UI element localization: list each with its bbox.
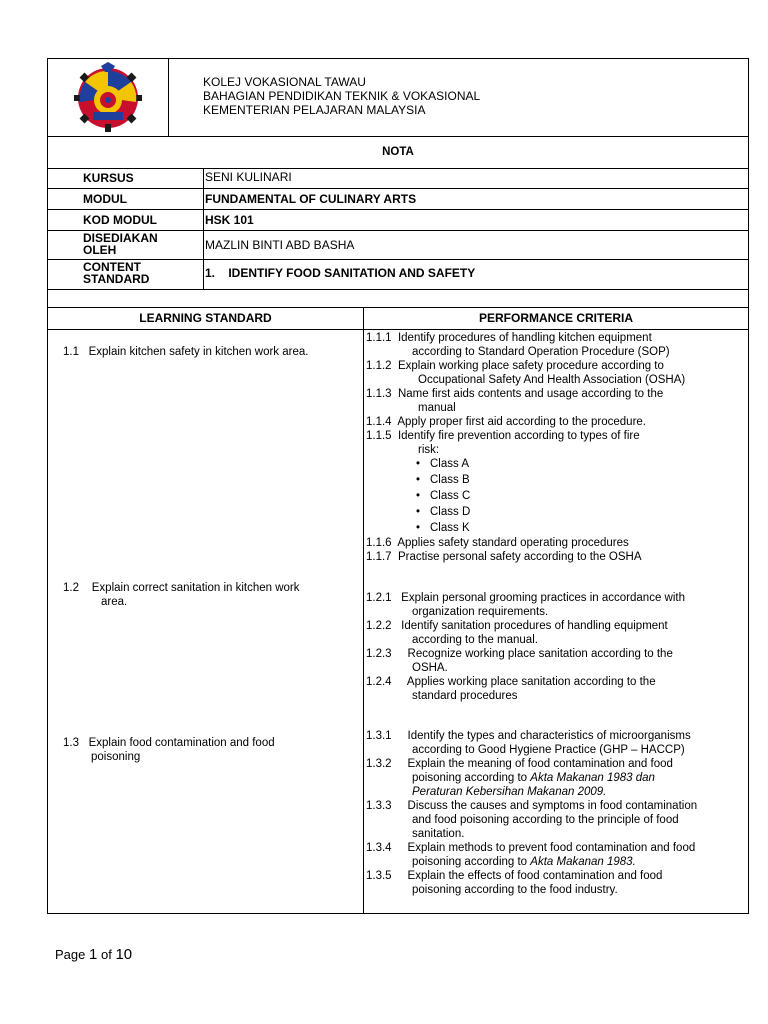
disediakan-label xyxy=(83,232,158,256)
table-column-divider xyxy=(363,307,364,913)
content-standard-label-line: STANDARD xyxy=(83,272,150,286)
info-row-disediakan xyxy=(48,231,748,260)
modul-label: MODUL xyxy=(83,192,127,206)
page-current: 1 xyxy=(89,946,98,963)
criteria-line: poisoning according to Akta Makanan 1983. xyxy=(412,856,636,868)
content-standard-value: 1. IDENTIFY FOOD SANITATION AND SAFETY xyxy=(205,266,476,280)
list-item: • Class A xyxy=(416,458,469,470)
document-header xyxy=(48,59,748,137)
institution-line: BAHAGIAN PENDIDIKAN TEKNIK & VOKASIONAL xyxy=(203,89,481,103)
criteria-group-1-3 xyxy=(366,729,746,897)
info-row-kod xyxy=(48,210,748,231)
criteria-line: 1.3.2 Explain the meaning of food contamination and food xyxy=(366,758,673,770)
criteria-line: 1.3.3 Discuss the causes and symptoms in food contamination xyxy=(366,800,698,812)
college-logo-icon xyxy=(63,62,153,132)
kursus-value: SENI KULINARI xyxy=(205,170,292,184)
document-frame xyxy=(47,58,749,914)
criteria-line: 1.3.5 Explain the effects of food contamination and food xyxy=(366,870,663,882)
disediakan-value: MAZLIN BINTI ABD BASHA xyxy=(205,238,355,252)
info-row-content-standard xyxy=(48,260,748,290)
spacer-row xyxy=(48,289,748,308)
bullet-icon: • xyxy=(416,506,421,518)
disediakan-label-line: DISEDIAKAN xyxy=(83,231,158,245)
info-row-kursus xyxy=(48,168,748,189)
page-footer xyxy=(55,946,132,963)
learning-standard-header: LEARNING STANDARD xyxy=(48,307,363,330)
criteria-line: manual xyxy=(418,402,456,414)
criteria-line: according to Good Hygiene Practice (GHP – HACCP) xyxy=(412,744,685,756)
criteria-line: according to Standard Operation Procedure (SOP) xyxy=(412,346,670,358)
criteria-line: 1.3.4 Explain methods to prevent food contamination and food xyxy=(366,842,696,854)
criteria-line: Peraturan Kebersihan Makanan 2009. xyxy=(412,786,607,798)
bullet-icon: • xyxy=(416,522,421,534)
logo-cell xyxy=(48,59,169,136)
page-total: 10 xyxy=(115,946,133,963)
criteria-group-1-2 xyxy=(366,591,746,703)
info-row-modul xyxy=(48,189,748,210)
criteria-line: risk: xyxy=(418,444,440,456)
kursus-label: KURSUS xyxy=(83,171,134,185)
criteria-line: 1.2.3 Recognize working place sanitation according to the xyxy=(366,648,673,660)
criteria-line: 1.1.6 Applies safety standard operating procedures xyxy=(366,537,629,549)
content-standard-label-line: CONTENT xyxy=(83,260,141,274)
criteria-line: 1.3.1 Identify the types and characteristics of microorganisms xyxy=(366,730,691,742)
kod-modul-label: KOD MODUL xyxy=(83,213,157,227)
criteria-line: 1.2.4 Applies working place sanitation according to the xyxy=(366,676,656,688)
criteria-group-1-1-tail xyxy=(366,536,746,564)
list-item: • Class B xyxy=(416,474,470,486)
criteria-line: sanitation. xyxy=(412,828,465,840)
learning-standard-line: area. xyxy=(101,596,128,608)
criteria-line: and food poisoning according to the principle of food xyxy=(412,814,679,826)
learning-standard-line: 1.3 Explain food contamination and food xyxy=(63,737,275,749)
learning-standard-1-3 xyxy=(63,736,353,764)
bullet-icon: • xyxy=(416,490,421,502)
learning-standard-1-2 xyxy=(63,581,353,609)
list-item: • Class D xyxy=(416,506,471,518)
list-item: • Class C xyxy=(416,490,471,502)
learning-standard-line: poisoning xyxy=(91,751,141,763)
page-word: Page xyxy=(55,947,86,962)
criteria-line: 1.1.5 Identify fire prevention according to types of fire xyxy=(366,430,640,442)
fire-class-list xyxy=(416,456,470,536)
list-item: • Class K xyxy=(416,522,470,534)
learning-standard-1-1: 1.1 Explain kitchen safety in kitchen work area. xyxy=(63,346,309,358)
institution-line: KOLEJ VOKASIONAL TAWAU xyxy=(203,75,366,89)
criteria-line: 1.2.1 Explain personal grooming practices in accordance with xyxy=(366,592,685,604)
criteria-line: 1.1.1 Identify procedures of handling kitchen equipment xyxy=(366,332,652,344)
modul-value: FUNDAMENTAL OF CULINARY ARTS xyxy=(205,192,417,206)
criteria-line: standard procedures xyxy=(412,690,518,702)
criteria-line: poisoning according to the food industry. xyxy=(412,884,618,896)
criteria-line: OSHA. xyxy=(412,662,448,674)
criteria-line: organization requirements. xyxy=(412,606,549,618)
criteria-line: 1.1.7 Practise personal safety according to the OSHA xyxy=(366,551,642,563)
institution-name xyxy=(203,75,480,117)
kod-modul-value: HSK 101 xyxy=(205,213,254,227)
disediakan-label-line: OLEH xyxy=(83,243,117,257)
bullet-icon: • xyxy=(416,458,421,470)
criteria-line: Occupational Safety And Health Association (OSHA) xyxy=(418,374,686,386)
bullet-icon: • xyxy=(416,474,421,486)
document-title: NOTA xyxy=(48,136,748,169)
criteria-line: 1.1.3 Name first aids contents and usage according to the xyxy=(366,388,664,400)
criteria-line: 1.1.2 Explain working place safety procedure according to xyxy=(366,360,664,372)
criteria-line: 1.2.2 Identify sanitation procedures of handling equipment xyxy=(366,620,668,632)
institution-line: KEMENTERIAN PELAJARAN MALAYSIA xyxy=(203,103,426,117)
criteria-line: poisoning according to Akta Makanan 1983 dan xyxy=(412,772,655,784)
performance-criteria-header: PERFORMANCE CRITERIA xyxy=(364,307,748,330)
content-standard-label xyxy=(83,261,149,285)
learning-standard-line: 1.2 Explain correct sanitation in kitchen work xyxy=(63,582,300,594)
criteria-group-1-1 xyxy=(366,331,746,457)
criteria-line: 1.1.4 Apply proper first aid according to the procedure. xyxy=(366,416,646,428)
of-word: of xyxy=(100,947,112,962)
criteria-line: according to the manual. xyxy=(412,634,538,646)
